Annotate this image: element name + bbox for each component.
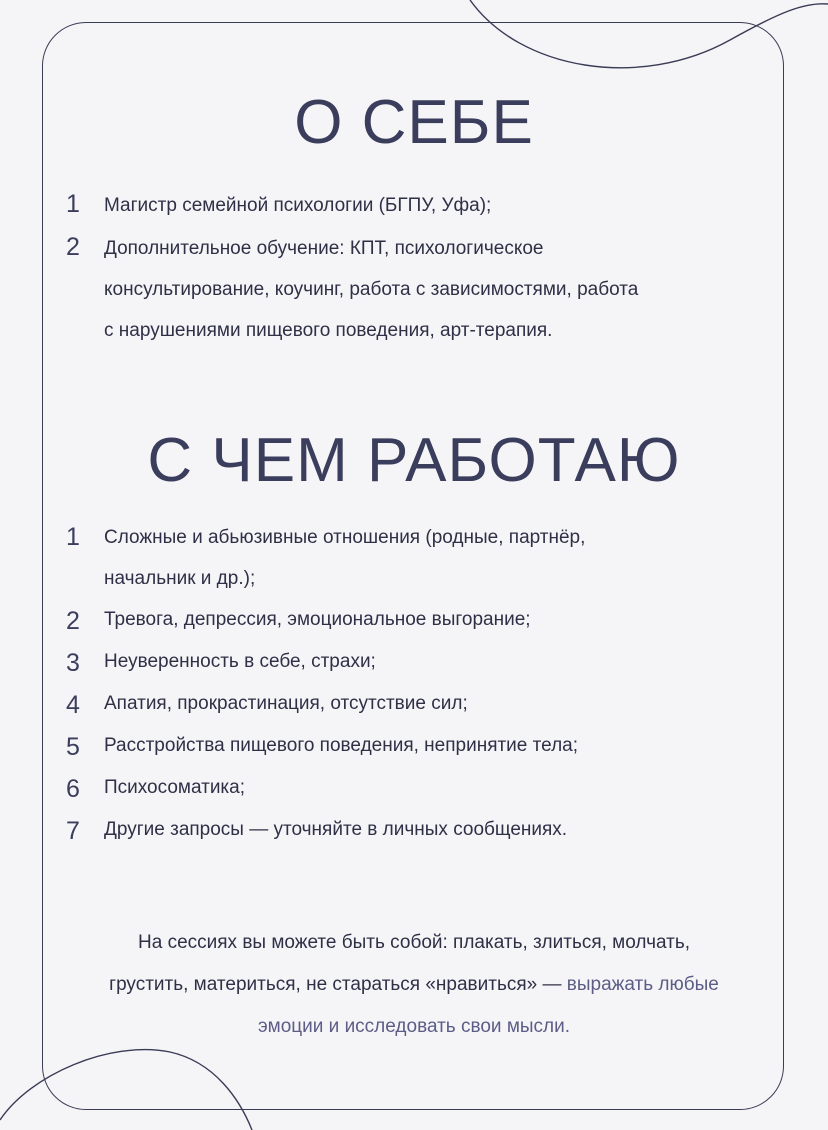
list-number: 6 (66, 775, 80, 803)
list-text: начальник и др.); (104, 568, 256, 589)
list-text: Расстройства пищевого поведения, непринятие тела; (104, 735, 578, 756)
list-text: Апатия, прокрастинация, отсутствие сил; (104, 693, 468, 714)
closing-note-accent: выражать любые (566, 974, 719, 995)
work-title: С ЧЕМ РАБОТАЮ (147, 426, 681, 495)
list-number: 4 (66, 691, 80, 719)
list-text: Дополнительное обучение: КПТ, психологическое (104, 238, 544, 259)
list-number: 7 (66, 817, 80, 845)
closing-note-accent-line: эмоции и исследовать свои мысли. (257, 1016, 571, 1037)
list-number: 2 (66, 233, 80, 261)
list-text: Другие запросы — уточняйте в личных сообщениях. (104, 819, 568, 840)
closing-note-line (0, 974, 828, 996)
list-text: Тревога, депрессия, эмоциональное выгорание; (104, 609, 531, 630)
list-number: 1 (66, 523, 80, 551)
about-title: О СЕБЕ (294, 88, 534, 157)
list-text: консультирование, коучинг, работа с зависимостями, работа (104, 279, 639, 300)
list-text: Сложные и абьюзивные отношения (родные, партнёр, (104, 527, 586, 548)
list-text: Психосоматика; (104, 777, 246, 798)
list-number: 1 (66, 190, 80, 218)
list-number: 5 (66, 733, 80, 761)
list-text: с нарушениями пищевого поведения, арт-терапия. (104, 320, 553, 341)
closing-note-text: грустить, материться, не стараться «нравиться» — (109, 974, 567, 995)
list-number: 2 (66, 607, 80, 635)
list-text: Неуверенность в себе, страхи; (104, 651, 376, 672)
list-text: Магистр семейной психологии (БГПУ, Уфа); (104, 195, 492, 216)
list-number: 3 (66, 649, 80, 677)
closing-note-line: На сессиях вы можете быть собой: плакать, злиться, молчать, (138, 932, 690, 953)
